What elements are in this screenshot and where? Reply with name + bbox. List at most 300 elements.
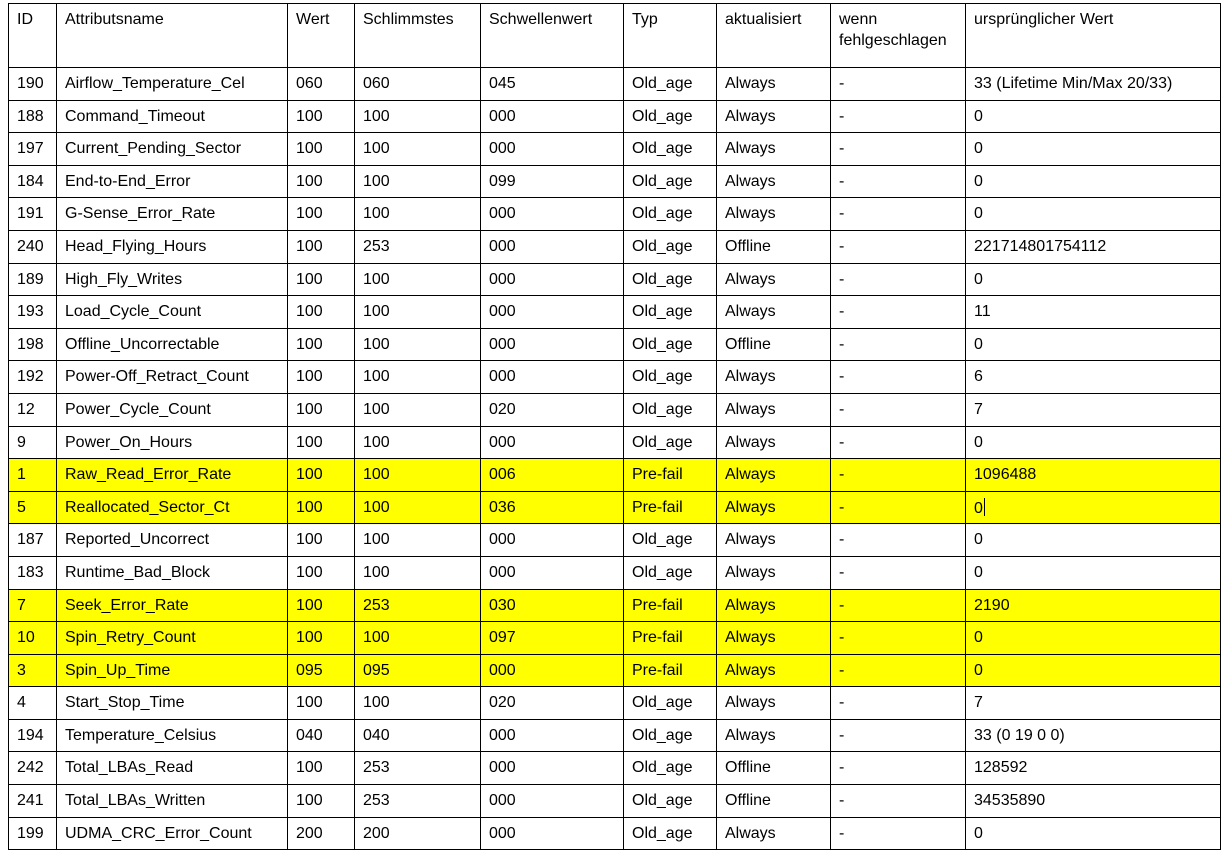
- cell-threshold[interactable]: [481, 785, 624, 818]
- cell-id[interactable]: [9, 198, 57, 231]
- cell-updated[interactable]: [717, 198, 831, 231]
- cell-updated-text: Always: [725, 172, 776, 190]
- cell-raw-value[interactable]: [966, 785, 1221, 818]
- cell-id[interactable]: [9, 100, 57, 133]
- cell-worst[interactable]: [355, 328, 481, 361]
- cell-value[interactable]: [288, 296, 355, 329]
- cell-attribute-name-text: Raw_Read_Error_Rate: [65, 466, 232, 484]
- cell-type[interactable]: [624, 328, 717, 361]
- cell-threshold[interactable]: [481, 687, 624, 720]
- cell-attribute-name[interactable]: [57, 328, 288, 361]
- cell-type-text: Old_age: [632, 335, 693, 353]
- cell-when-failed-text: -: [839, 726, 845, 744]
- cell-updated[interactable]: [717, 100, 831, 133]
- cell-when-failed[interactable]: [831, 133, 966, 166]
- cell-raw-value[interactable]: [966, 426, 1221, 459]
- cell-threshold[interactable]: [481, 556, 624, 589]
- cell-raw-value[interactable]: [966, 752, 1221, 785]
- cell-raw-value[interactable]: [966, 622, 1221, 655]
- cell-worst[interactable]: [355, 785, 481, 818]
- cell-worst-text: 253: [363, 759, 390, 777]
- cell-attribute-name[interactable]: [57, 198, 288, 231]
- cell-threshold[interactable]: [481, 459, 624, 492]
- cell-updated-text: Always: [725, 140, 776, 158]
- cell-type[interactable]: [624, 100, 717, 133]
- cell-when-failed[interactable]: [831, 296, 966, 329]
- cell-attribute-name-text: Load_Cycle_Count: [65, 303, 202, 321]
- cell-type[interactable]: [624, 263, 717, 296]
- cell-when-failed[interactable]: [831, 68, 966, 101]
- cell-threshold[interactable]: [481, 133, 624, 166]
- cell-attribute-name[interactable]: [57, 263, 288, 296]
- cell-attribute-name-text: Power_Cycle_Count: [65, 400, 211, 418]
- cell-updated[interactable]: [717, 524, 831, 557]
- cell-value[interactable]: [288, 622, 355, 655]
- cell-type[interactable]: [624, 230, 717, 263]
- cell-when-failed[interactable]: [831, 361, 966, 394]
- cell-attribute-name[interactable]: [57, 426, 288, 459]
- cell-threshold[interactable]: [481, 491, 624, 524]
- cell-value[interactable]: [288, 165, 355, 198]
- cell-id[interactable]: [9, 524, 57, 557]
- cell-id[interactable]: [9, 654, 57, 687]
- cell-type[interactable]: [624, 459, 717, 492]
- cell-worst[interactable]: [355, 100, 481, 133]
- header-row: [9, 4, 1221, 68]
- cell-value-text: 100: [296, 237, 323, 255]
- cell-type-text: Old_age: [632, 824, 693, 842]
- table-row: [9, 817, 1221, 850]
- cell-when-failed-text: -: [839, 466, 845, 484]
- cell-threshold-text: 000: [489, 563, 516, 581]
- cell-attribute-name[interactable]: [57, 752, 288, 785]
- cell-when-failed[interactable]: [831, 491, 966, 524]
- cell-worst[interactable]: [355, 393, 481, 426]
- cell-type-text: Old_age: [632, 205, 693, 223]
- cell-threshold[interactable]: [481, 589, 624, 622]
- cell-raw-value[interactable]: [966, 589, 1221, 622]
- cell-id[interactable]: [9, 719, 57, 752]
- cell-when-failed[interactable]: [831, 459, 966, 492]
- cell-value[interactable]: [288, 524, 355, 557]
- cell-id[interactable]: [9, 556, 57, 589]
- cell-updated[interactable]: [717, 328, 831, 361]
- cell-worst[interactable]: [355, 296, 481, 329]
- cell-attribute-name[interactable]: [57, 654, 288, 687]
- cell-type[interactable]: [624, 589, 717, 622]
- cell-worst[interactable]: [355, 752, 481, 785]
- cell-raw-value[interactable]: [966, 654, 1221, 687]
- cell-updated[interactable]: [717, 393, 831, 426]
- cell-type-text: Old_age: [632, 237, 693, 255]
- cell-value[interactable]: [288, 263, 355, 296]
- cell-raw-value[interactable]: [966, 361, 1221, 394]
- cell-raw-value[interactable]: [966, 68, 1221, 101]
- cell-value[interactable]: [288, 491, 355, 524]
- cell-updated[interactable]: [717, 589, 831, 622]
- cell-raw-value[interactable]: [966, 165, 1221, 198]
- cell-value[interactable]: [288, 361, 355, 394]
- cell-updated-text: Always: [725, 270, 776, 288]
- cell-worst[interactable]: [355, 165, 481, 198]
- cell-type[interactable]: [624, 817, 717, 850]
- cell-worst[interactable]: [355, 491, 481, 524]
- cell-when-failed[interactable]: [831, 817, 966, 850]
- cell-updated[interactable]: [717, 68, 831, 101]
- cell-attribute-name[interactable]: [57, 100, 288, 133]
- cell-worst-text: 100: [363, 270, 390, 288]
- cell-when-failed[interactable]: [831, 556, 966, 589]
- cell-updated[interactable]: [717, 817, 831, 850]
- cell-worst[interactable]: [355, 230, 481, 263]
- cell-id[interactable]: [9, 230, 57, 263]
- cell-value[interactable]: [288, 589, 355, 622]
- cell-attribute-name[interactable]: [57, 230, 288, 263]
- cell-attribute-name[interactable]: [57, 393, 288, 426]
- text-cursor: [984, 498, 985, 516]
- cell-updated[interactable]: [717, 296, 831, 329]
- cell-when-failed[interactable]: [831, 100, 966, 133]
- cell-attribute-name-text: Runtime_Bad_Block: [65, 563, 210, 581]
- cell-value[interactable]: [288, 556, 355, 589]
- cell-threshold-text: 000: [489, 107, 516, 125]
- cell-threshold[interactable]: [481, 328, 624, 361]
- cell-id[interactable]: [9, 459, 57, 492]
- cell-value-text: 100: [296, 759, 323, 777]
- cell-worst[interactable]: [355, 589, 481, 622]
- cell-updated-text: Always: [725, 205, 776, 223]
- cell-id-text: 191: [17, 205, 44, 223]
- cell-type-text: Old_age: [632, 75, 693, 92]
- cell-updated-text: Always: [725, 596, 776, 614]
- cell-raw-value[interactable]: [966, 817, 1221, 850]
- cell-attribute-name[interactable]: [57, 491, 288, 524]
- cell-attribute-name[interactable]: [57, 622, 288, 655]
- cell-attribute-name-text: End-to-End_Error: [65, 172, 191, 190]
- cell-value[interactable]: [288, 133, 355, 166]
- cell-raw-value[interactable]: [966, 198, 1221, 231]
- cell-when-failed[interactable]: [831, 589, 966, 622]
- cell-value[interactable]: [288, 459, 355, 492]
- cell-threshold[interactable]: [481, 198, 624, 231]
- cell-value[interactable]: [288, 426, 355, 459]
- cell-threshold[interactable]: [481, 68, 624, 101]
- cell-id[interactable]: [9, 296, 57, 329]
- table-row: [9, 68, 1221, 101]
- cell-updated[interactable]: [717, 719, 831, 752]
- cell-id[interactable]: [9, 263, 57, 296]
- cell-raw-value-text: 7: [974, 694, 983, 712]
- cell-attribute-name[interactable]: [57, 817, 288, 850]
- cell-raw-value[interactable]: [966, 263, 1221, 296]
- cell-type[interactable]: [624, 785, 717, 818]
- cell-raw-value-text: 0: [974, 563, 983, 581]
- cell-id[interactable]: [9, 426, 57, 459]
- cell-updated-text: Always: [725, 824, 776, 842]
- cell-type-text: Old_age: [632, 694, 693, 712]
- header-raw-value: ursprünglicher Wert: [966, 4, 1221, 68]
- cell-id[interactable]: [9, 68, 57, 101]
- cell-value[interactable]: [288, 817, 355, 850]
- cell-when-failed[interactable]: [831, 785, 966, 818]
- cell-when-failed[interactable]: [831, 198, 966, 231]
- cell-value[interactable]: [288, 687, 355, 720]
- cell-value-text: 100: [296, 107, 323, 125]
- table-row: [9, 752, 1221, 785]
- cell-type-text: Old_age: [632, 433, 693, 451]
- header-updated: aktualisiert: [717, 4, 831, 68]
- cell-id[interactable]: [9, 491, 57, 524]
- cell-updated-text: Always: [725, 498, 776, 516]
- cell-attribute-name-text: Reallocated_Sector_Ct: [65, 498, 230, 516]
- cell-attribute-name-text: Current_Pending_Sector: [65, 140, 242, 158]
- cell-worst[interactable]: [355, 263, 481, 296]
- cell-raw-value[interactable]: [966, 459, 1221, 492]
- cell-value[interactable]: [288, 328, 355, 361]
- cell-raw-value[interactable]: [966, 556, 1221, 589]
- cell-threshold-text: 000: [489, 792, 516, 810]
- cell-when-failed[interactable]: [831, 654, 966, 687]
- cell-when-failed[interactable]: [831, 426, 966, 459]
- cell-attribute-name[interactable]: [57, 296, 288, 329]
- cell-raw-value[interactable]: [966, 524, 1221, 557]
- cell-attribute-name-text: Airflow_Temperature_Cel: [65, 75, 245, 92]
- cell-type[interactable]: [624, 719, 717, 752]
- cell-id-text: 199: [17, 824, 44, 842]
- cell-value[interactable]: [288, 230, 355, 263]
- cell-type[interactable]: [624, 491, 717, 524]
- cell-threshold-text: 045: [489, 75, 516, 92]
- cell-attribute-name[interactable]: [57, 361, 288, 394]
- cell-attribute-name[interactable]: [57, 459, 288, 492]
- cell-type[interactable]: [624, 654, 717, 687]
- cell-value[interactable]: [288, 198, 355, 231]
- cell-when-failed[interactable]: [831, 165, 966, 198]
- cell-raw-value-text: 0: [974, 499, 983, 517]
- cell-updated-text: Always: [725, 629, 776, 647]
- cell-worst[interactable]: [355, 133, 481, 166]
- cell-threshold[interactable]: [481, 426, 624, 459]
- cell-updated[interactable]: [717, 361, 831, 394]
- cell-worst[interactable]: [355, 524, 481, 557]
- table-row: [9, 556, 1221, 589]
- cell-type[interactable]: [624, 198, 717, 231]
- cell-worst[interactable]: [355, 556, 481, 589]
- cell-type[interactable]: [624, 426, 717, 459]
- cell-worst[interactable]: [355, 361, 481, 394]
- cell-raw-value-text: 0: [974, 205, 983, 223]
- cell-raw-value-text: 34535890: [974, 792, 1046, 810]
- cell-id-text: 194: [17, 726, 44, 744]
- cell-when-failed[interactable]: [831, 719, 966, 752]
- cell-id[interactable]: [9, 785, 57, 818]
- cell-when-failed[interactable]: [831, 524, 966, 557]
- cell-type[interactable]: [624, 393, 717, 426]
- cell-threshold[interactable]: [481, 296, 624, 329]
- cell-id-text: 4: [17, 694, 26, 712]
- cell-worst-text: 100: [363, 694, 390, 712]
- cell-worst[interactable]: [355, 198, 481, 231]
- cell-raw-value[interactable]: [966, 328, 1221, 361]
- cell-updated[interactable]: [717, 133, 831, 166]
- cell-updated-text: Always: [725, 303, 776, 321]
- cell-type[interactable]: [624, 133, 717, 166]
- cell-worst[interactable]: [355, 817, 481, 850]
- cell-type[interactable]: [624, 165, 717, 198]
- cell-raw-value[interactable]: [966, 296, 1221, 329]
- cell-attribute-name[interactable]: [57, 589, 288, 622]
- cell-value[interactable]: [288, 719, 355, 752]
- cell-raw-value[interactable]: [966, 491, 1221, 524]
- cell-updated-text: Offline: [725, 792, 771, 810]
- cell-updated[interactable]: [717, 263, 831, 296]
- cell-worst-text: 253: [363, 792, 390, 810]
- cell-threshold[interactable]: [481, 165, 624, 198]
- cell-type[interactable]: [624, 752, 717, 785]
- cell-when-failed[interactable]: [831, 230, 966, 263]
- cell-updated[interactable]: [717, 687, 831, 720]
- cell-threshold[interactable]: [481, 622, 624, 655]
- cell-id[interactable]: [9, 133, 57, 166]
- cell-type-text: Pre-fail: [632, 661, 683, 679]
- cell-threshold[interactable]: [481, 361, 624, 394]
- table-row: [9, 426, 1221, 459]
- cell-raw-value[interactable]: [966, 100, 1221, 133]
- table-row: [9, 133, 1221, 166]
- cell-type-text: Old_age: [632, 563, 693, 581]
- cell-attribute-name-text: Reported_Uncorrect: [65, 531, 210, 549]
- cell-attribute-name[interactable]: [57, 785, 288, 818]
- cell-threshold[interactable]: [481, 263, 624, 296]
- cell-value[interactable]: [288, 393, 355, 426]
- cell-raw-value[interactable]: [966, 133, 1221, 166]
- cell-worst[interactable]: [355, 719, 481, 752]
- cell-when-failed[interactable]: [831, 393, 966, 426]
- cell-when-failed-text: -: [839, 172, 845, 190]
- cell-updated[interactable]: [717, 491, 831, 524]
- table-row: [9, 785, 1221, 818]
- cell-worst[interactable]: [355, 654, 481, 687]
- cell-updated[interactable]: [717, 622, 831, 655]
- cell-updated[interactable]: [717, 556, 831, 589]
- cell-worst[interactable]: [355, 687, 481, 720]
- cell-attribute-name[interactable]: [57, 687, 288, 720]
- cell-threshold[interactable]: [481, 393, 624, 426]
- cell-value[interactable]: [288, 785, 355, 818]
- cell-updated[interactable]: [717, 165, 831, 198]
- cell-value[interactable]: [288, 654, 355, 687]
- cell-raw-value[interactable]: [966, 230, 1221, 263]
- table-row: [9, 165, 1221, 198]
- cell-when-failed-text: -: [839, 531, 845, 549]
- cell-type[interactable]: [624, 68, 717, 101]
- cell-type-text: Old_age: [632, 172, 693, 190]
- cell-worst[interactable]: [355, 459, 481, 492]
- cell-worst-text: 100: [363, 563, 390, 581]
- cell-type[interactable]: [624, 361, 717, 394]
- cell-updated[interactable]: [717, 459, 831, 492]
- table-row: [9, 524, 1221, 557]
- cell-attribute-name[interactable]: [57, 165, 288, 198]
- cell-threshold[interactable]: [481, 524, 624, 557]
- cell-when-failed[interactable]: [831, 687, 966, 720]
- cell-threshold-text: 000: [489, 433, 516, 451]
- cell-type-text: Old_age: [632, 400, 693, 418]
- cell-when-failed-text: -: [839, 205, 845, 223]
- cell-raw-value[interactable]: [966, 719, 1221, 752]
- cell-when-failed[interactable]: [831, 263, 966, 296]
- cell-threshold-text: 000: [489, 726, 516, 744]
- cell-value[interactable]: [288, 100, 355, 133]
- cell-attribute-name[interactable]: [57, 719, 288, 752]
- cell-threshold-text: 000: [489, 303, 516, 321]
- cell-type[interactable]: [624, 524, 717, 557]
- cell-when-failed[interactable]: [831, 752, 966, 785]
- cell-type[interactable]: [624, 296, 717, 329]
- cell-id[interactable]: [9, 393, 57, 426]
- cell-id[interactable]: [9, 361, 57, 394]
- cell-worst[interactable]: [355, 68, 481, 101]
- cell-id[interactable]: [9, 589, 57, 622]
- cell-when-failed-text: -: [839, 140, 845, 158]
- cell-type-text: Old_age: [632, 270, 693, 288]
- cell-attribute-name[interactable]: [57, 133, 288, 166]
- cell-value[interactable]: [288, 752, 355, 785]
- cell-id[interactable]: [9, 328, 57, 361]
- cell-when-failed-text: -: [839, 237, 845, 255]
- cell-threshold[interactable]: [481, 100, 624, 133]
- cell-raw-value-text: 7: [974, 400, 983, 418]
- cell-id[interactable]: [9, 752, 57, 785]
- cell-when-failed[interactable]: [831, 328, 966, 361]
- cell-worst[interactable]: [355, 622, 481, 655]
- cell-type[interactable]: [624, 556, 717, 589]
- cell-value-text: 100: [296, 433, 323, 451]
- cell-updated[interactable]: [717, 752, 831, 785]
- cell-value[interactable]: [288, 68, 355, 101]
- cell-attribute-name[interactable]: [57, 524, 288, 557]
- cell-id[interactable]: [9, 622, 57, 655]
- cell-threshold[interactable]: [481, 752, 624, 785]
- cell-raw-value[interactable]: [966, 393, 1221, 426]
- cell-updated[interactable]: [717, 785, 831, 818]
- cell-updated[interactable]: [717, 654, 831, 687]
- cell-attribute-name[interactable]: [57, 556, 288, 589]
- cell-worst-text: 253: [363, 596, 390, 614]
- cell-attribute-name[interactable]: [57, 68, 288, 101]
- cell-updated-text: Always: [725, 400, 776, 418]
- cell-id-text: 240: [17, 237, 44, 255]
- cell-id[interactable]: [9, 817, 57, 850]
- cell-threshold[interactable]: [481, 719, 624, 752]
- cell-raw-value[interactable]: [966, 687, 1221, 720]
- cell-id[interactable]: [9, 165, 57, 198]
- cell-threshold[interactable]: [481, 230, 624, 263]
- cell-threshold[interactable]: [481, 817, 624, 850]
- cell-type[interactable]: [624, 687, 717, 720]
- table-row: [9, 263, 1221, 296]
- cell-worst[interactable]: [355, 426, 481, 459]
- cell-when-failed[interactable]: [831, 622, 966, 655]
- cell-updated[interactable]: [717, 230, 831, 263]
- cell-id[interactable]: [9, 687, 57, 720]
- cell-updated[interactable]: [717, 426, 831, 459]
- cell-threshold[interactable]: [481, 654, 624, 687]
- cell-threshold-text: 000: [489, 270, 516, 288]
- cell-type-text: Old_age: [632, 726, 693, 744]
- cell-threshold-text: 000: [489, 205, 516, 223]
- cell-type[interactable]: [624, 622, 717, 655]
